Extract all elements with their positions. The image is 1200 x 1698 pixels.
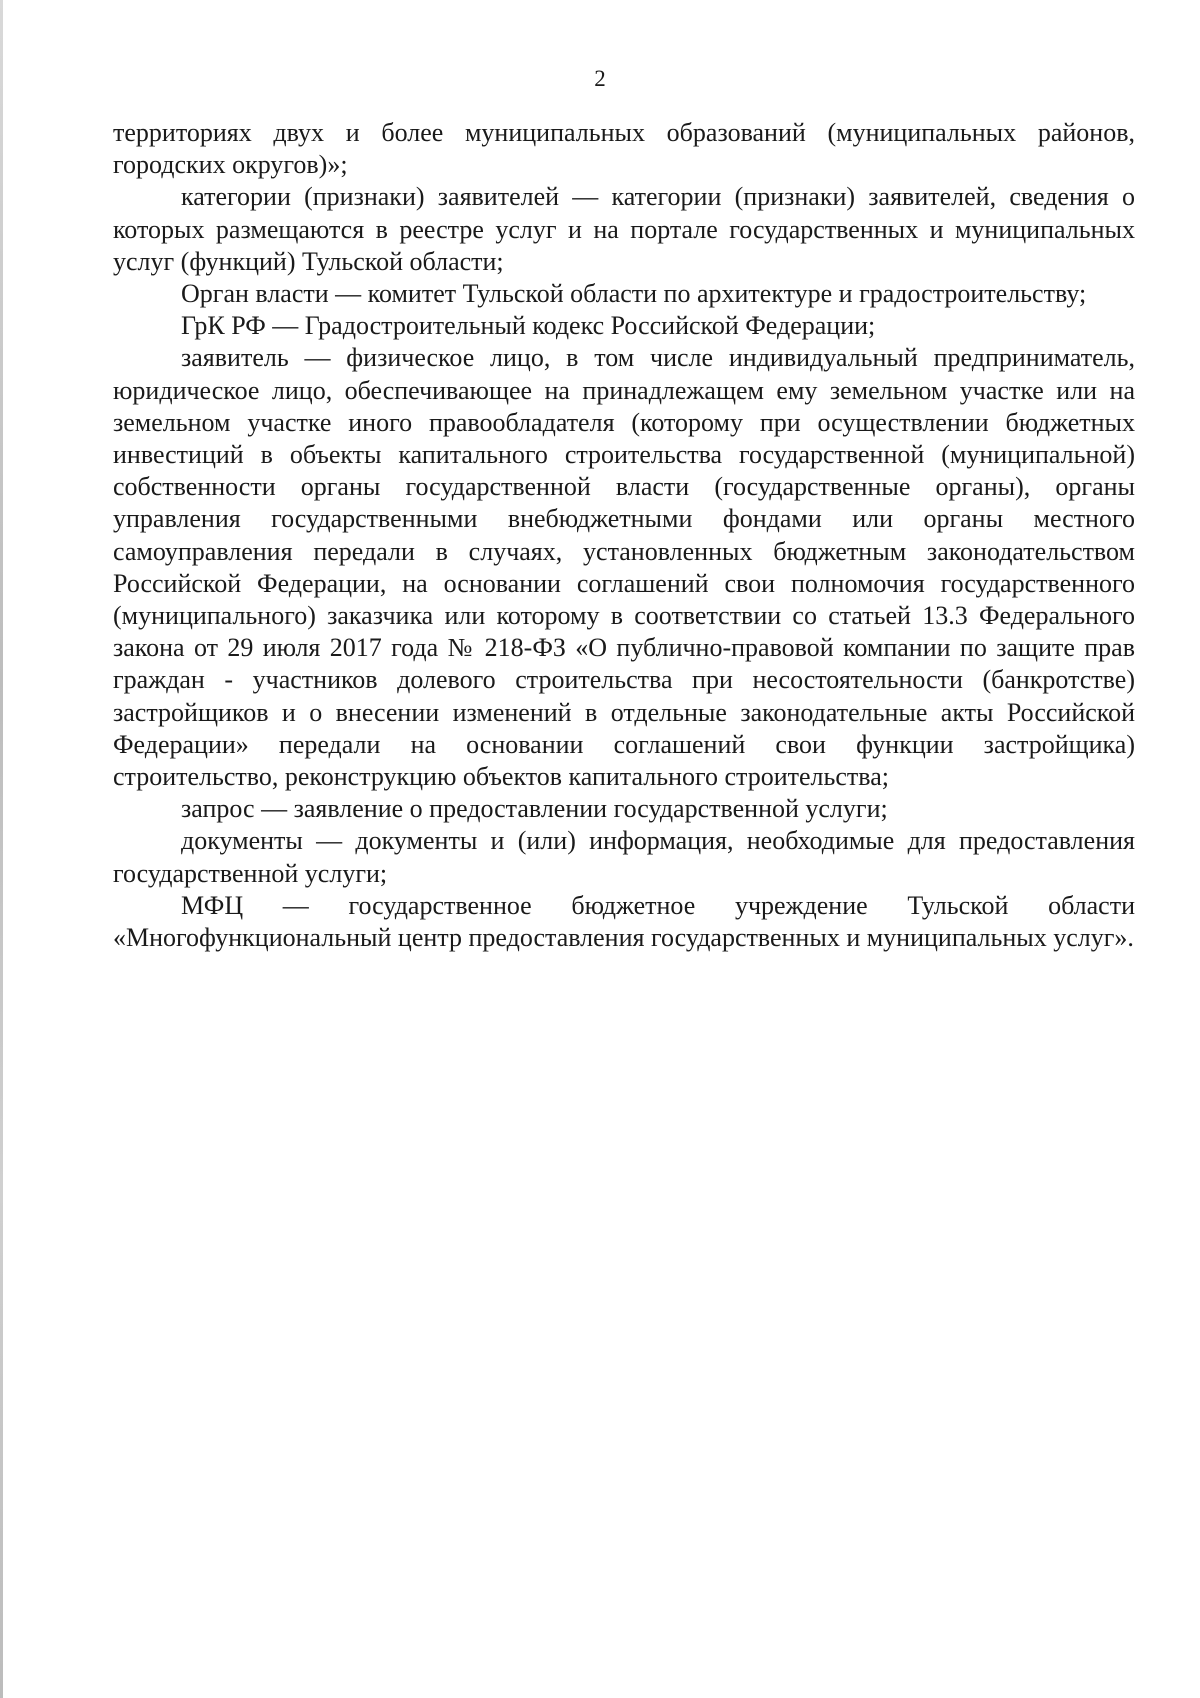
- paragraph-applicant: заявитель — физическое лицо, в том числе индивидуальный предприниматель, юридическое лицо, обеспечивающее на принадлежащем ему земельном участке или на земельном участке иного правообладателя (которому при осуществлении бюджетных инвестиций в объекты капитального строительства государственной (муниципальной) собственности органы государственной власти (государственные органы), органы управления государственными внебюджетными фондами или органы местного самоуправления передали в случаях, установленных бюджетным законодательством Российской Федерации, на основании соглашений свои полномочия государственного (муниципального) заказчика или которому в соответствии со статьей 13.3 Федерального закона от 29 июля 2017 года № 218-ФЗ «О публично-правовой компании по защите прав граждан - участников долевого строительства при несостоятельности (банкротстве) застройщиков и о внесении изменений в отдельные законодательные акты Российской Федерации» передали на основании соглашений свои функции застройщика) строительство, реконструкцию объектов капитального строительства;: [113, 343, 1135, 792]
- scan-edge: [0, 0, 3, 1698]
- paragraph-applicant-categories: категории (признаки) заявителей — категории (признаки) заявителей, сведения о которых размещаются в реестре услуг и на портале государственных и муниципальных услуг (функций) Тульской области;: [113, 182, 1135, 276]
- paragraph-mfc: МФЦ — государственное бюджетное учреждение Тульской области «Многофункциональный центр предоставления государственных и муниципальных услуг».: [113, 890, 1135, 953]
- paragraph-documents: документы — документы и (или) информация, необходимые для предоставления государственной услуги;: [113, 826, 1135, 888]
- paragraph-authority: Орган власти — комитет Тульской области по архитектуре и градостроительству;: [181, 279, 1087, 309]
- paragraph-request: запрос — заявление о предоставлении государственной услуги;: [181, 794, 888, 824]
- page-number: 2: [594, 66, 606, 91]
- paragraph-grk-rf: ГрК РФ — Градостроительный кодекс Российской Федерации;: [181, 311, 876, 341]
- document-body: [113, 117, 1135, 954]
- paragraph-continuation: территориях двух и более муниципальных образований (муниципальных районов, городских округов)»;: [113, 118, 1135, 180]
